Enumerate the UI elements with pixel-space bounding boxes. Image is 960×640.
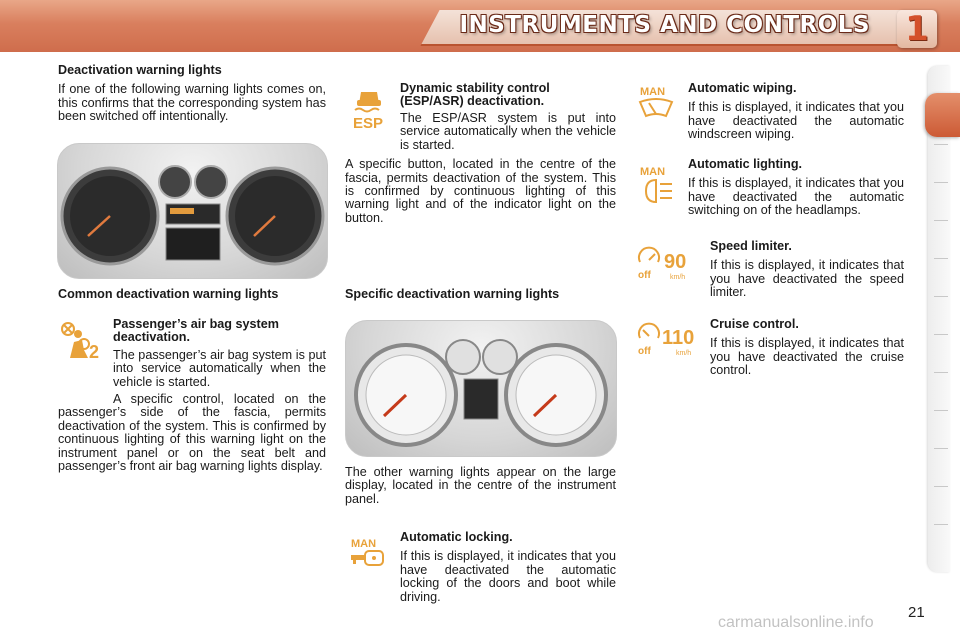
airbag-section-continued [58,393,326,473]
section-heading: Deactivation warning lights [58,63,222,77]
speed-heading: Speed limiter. [710,239,792,253]
cruise-control-icon [636,322,706,360]
automatic-wiping-icon [636,84,676,120]
paragraph: If this is displayed, it indicates that you have deactivated the automatic locking of the doors and boot while driving. [400,549,616,604]
section-heading: Common deactivation warning lights [58,287,279,301]
instrument-panel-drawing [346,321,616,456]
lighting-heading: Automatic lighting. [688,157,803,171]
off-label: off [638,270,651,281]
tab-divider [934,144,948,145]
airbag-heading: Passenger’s air bag system deactivation. [113,317,279,345]
kmh-label: km/h [670,274,686,281]
esp-heading: Dynamic stability control (ESP/ASR) deactivation. [400,81,550,109]
paragraph: If one of the following warning lights comes on, this confirms that the corresponding system has been switched off intentionally. [58,82,326,124]
other-lights-text [345,466,616,506]
paragraph: If this is displayed, it indicates that you have deactivated the automatic windscreen wiping. [688,100,904,142]
chapter-tab-strip [928,66,950,572]
tab-divider [934,524,948,525]
instrument-panel-image [345,320,617,457]
deactivation-section [58,64,326,124]
airbag-deactivation-icon [58,320,104,360]
automatic-locking-icon [349,535,389,571]
speed-limiter-icon [636,246,702,284]
paragraph: If this is displayed, it indicates that you have deactivated the automatic switching on of the headlamps. [688,176,904,218]
page-number: 21 [908,604,925,621]
paragraph: The other warning lights appear on the large display, located in the centre of the instrument panel. [345,465,616,506]
kmh-label: km/h [676,350,692,357]
lighting-section [688,158,904,218]
locking-heading: Automatic locking. [400,530,513,544]
section-heading: Specific deactivation warning lights [345,287,560,301]
man-label: MAN [640,166,666,178]
paragraph: A specific control, located on the passenger’s side of the fascia, permits deactivation of the system. This is confirmed by continuous lighting of this warning light on the instrument panel or on the seat belt and passenger’s front air bag warning lights display. [58,392,326,474]
paragraph: The passenger’s air bag system is put into service automatically when the vehicle is started. [113,347,326,389]
page-title: INSTRUMENTS AND CONTROLS [459,12,870,38]
paragraph: A specific button, located in the centre of the fascia, permits deactivation of the system. This is confirmed by continuous lighting of this warning light and of the indicator light on the button. [345,157,616,225]
cruise-section [710,318,904,378]
instrument-cluster-image [57,143,328,279]
locking-section [400,531,616,604]
tab-divider [934,486,948,487]
instrument-cluster-drawing [58,144,327,278]
watermark: carmanualsonline.info [718,614,874,631]
cruise-value: 110 [662,327,695,349]
esp-text-block [345,112,616,225]
common-section [58,288,326,301]
speed-value: 90 [664,251,687,273]
chapter-number: 1 [905,9,929,49]
paragraph: If this is displayed, it indicates that you have deactivated the speed limiter. [710,258,904,300]
tab-divider [934,220,948,221]
man-label: MAN [640,86,666,98]
paragraph: The ESP/ASR system is put into service automatically when the vehicle is started. [400,111,616,152]
wiping-heading: Automatic wiping. [688,81,797,95]
speed-limiter-section [710,240,904,300]
tab-divider [934,410,948,411]
tab-divider [934,448,948,449]
tab-divider [934,182,948,183]
man-label: MAN [351,538,377,550]
esp-section [400,82,616,113]
airbag-seat-number: 2 [89,342,100,360]
off-label: off [638,346,651,357]
automatic-lighting-icon [636,164,676,206]
wiping-section [688,82,904,142]
specific-section [345,288,616,301]
airbag-section [113,318,326,389]
tab-divider [934,372,948,373]
esp-label: ESP [353,115,384,130]
tab-divider [934,334,948,335]
tab-divider [934,258,948,259]
cruise-heading: Cruise control. [710,317,799,331]
paragraph: If this is displayed, it indicates that you have deactivated the cruise control. [710,336,904,378]
tab-divider [934,296,948,297]
chapter-badge [897,10,937,48]
chapter-tab-active[interactable] [925,93,960,137]
